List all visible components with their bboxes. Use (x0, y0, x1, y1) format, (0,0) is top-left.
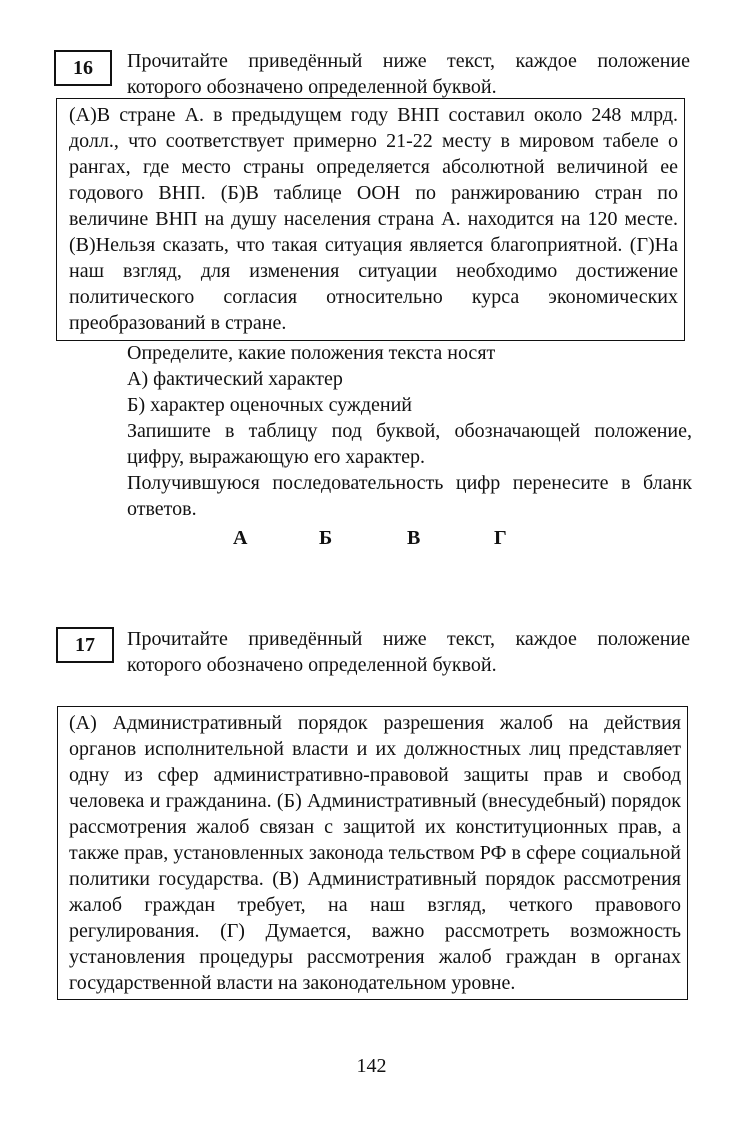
question-number-label: 17 (75, 633, 95, 656)
question-16-task (127, 340, 692, 522)
answer-letter-g: Г (494, 527, 507, 549)
question-16-intro: Прочитайте приведённый ниже текст, каждое положение которого обозначено определенной буквой. (127, 50, 690, 98)
answer-letters-row (0, 527, 743, 555)
question-number-16 (54, 50, 112, 86)
question-number-label: 16 (73, 56, 93, 79)
option-b: Б) характер оценочных суждений (127, 394, 412, 416)
question-16-passage: (А)В стране А. в предыдущем году ВНП составил около 248 млрд. долл., что соответствует примерно 21-22 месту в мировом табеле о рангах, где место страны определяется абсолютной величиной ее годового ВНП. (Б)В таблице ООН по ранжированию стран по величине ВНП на душу населения страна А. находится на 120 месте. (В)Нельзя сказать, что такая ситуация является благоприятной. (Г)На наш взгляд, для изменения ситуации необходимо достижение политического согласия относительно курса экономических преобразований в стране. (56, 98, 685, 341)
answer-letter-v: В (407, 527, 421, 549)
question-17-intro: Прочитайте приведённый ниже текст, каждое положение которого обозначено определенной буквой. (127, 628, 690, 676)
page-number: 142 (356, 1055, 387, 1077)
option-a: А) фактический характер (127, 368, 343, 390)
answer-letter-a: А (233, 527, 248, 549)
question-number-17 (56, 627, 114, 663)
question-17-passage: (А) Административный порядок разрешения жалоб на действия органов исполнительной власти и их должностных лиц представляет одну из сфер административно-правовой защиты прав и свобод человека и гражданина. (Б) Административный (внесудебный) порядок рассмотрения жалоб связан с защитой их конституционных прав, а также прав, установленных законода тельством РФ в сфере социальной политики государства. (В) Административный порядок рассмотрения жалоб граждан требует, на наш взгляд, четкого правового регулирования. (Г) Думается, важно рассмотреть возможность установления процедуры рассмотрения жалоб граждан в органах государственной власти на законодательном уровне. (57, 706, 688, 1000)
answer-letter-b: Б (319, 527, 333, 549)
task-intro: Определите, какие положения текста носят (127, 342, 496, 364)
task-transfer: Получившуюся последовательность цифр перенесите в бланк ответов. (127, 472, 692, 520)
task-instruction: Запишите в таблицу под буквой, обозначающей положение, цифру, выражающую его характер. (127, 420, 692, 468)
